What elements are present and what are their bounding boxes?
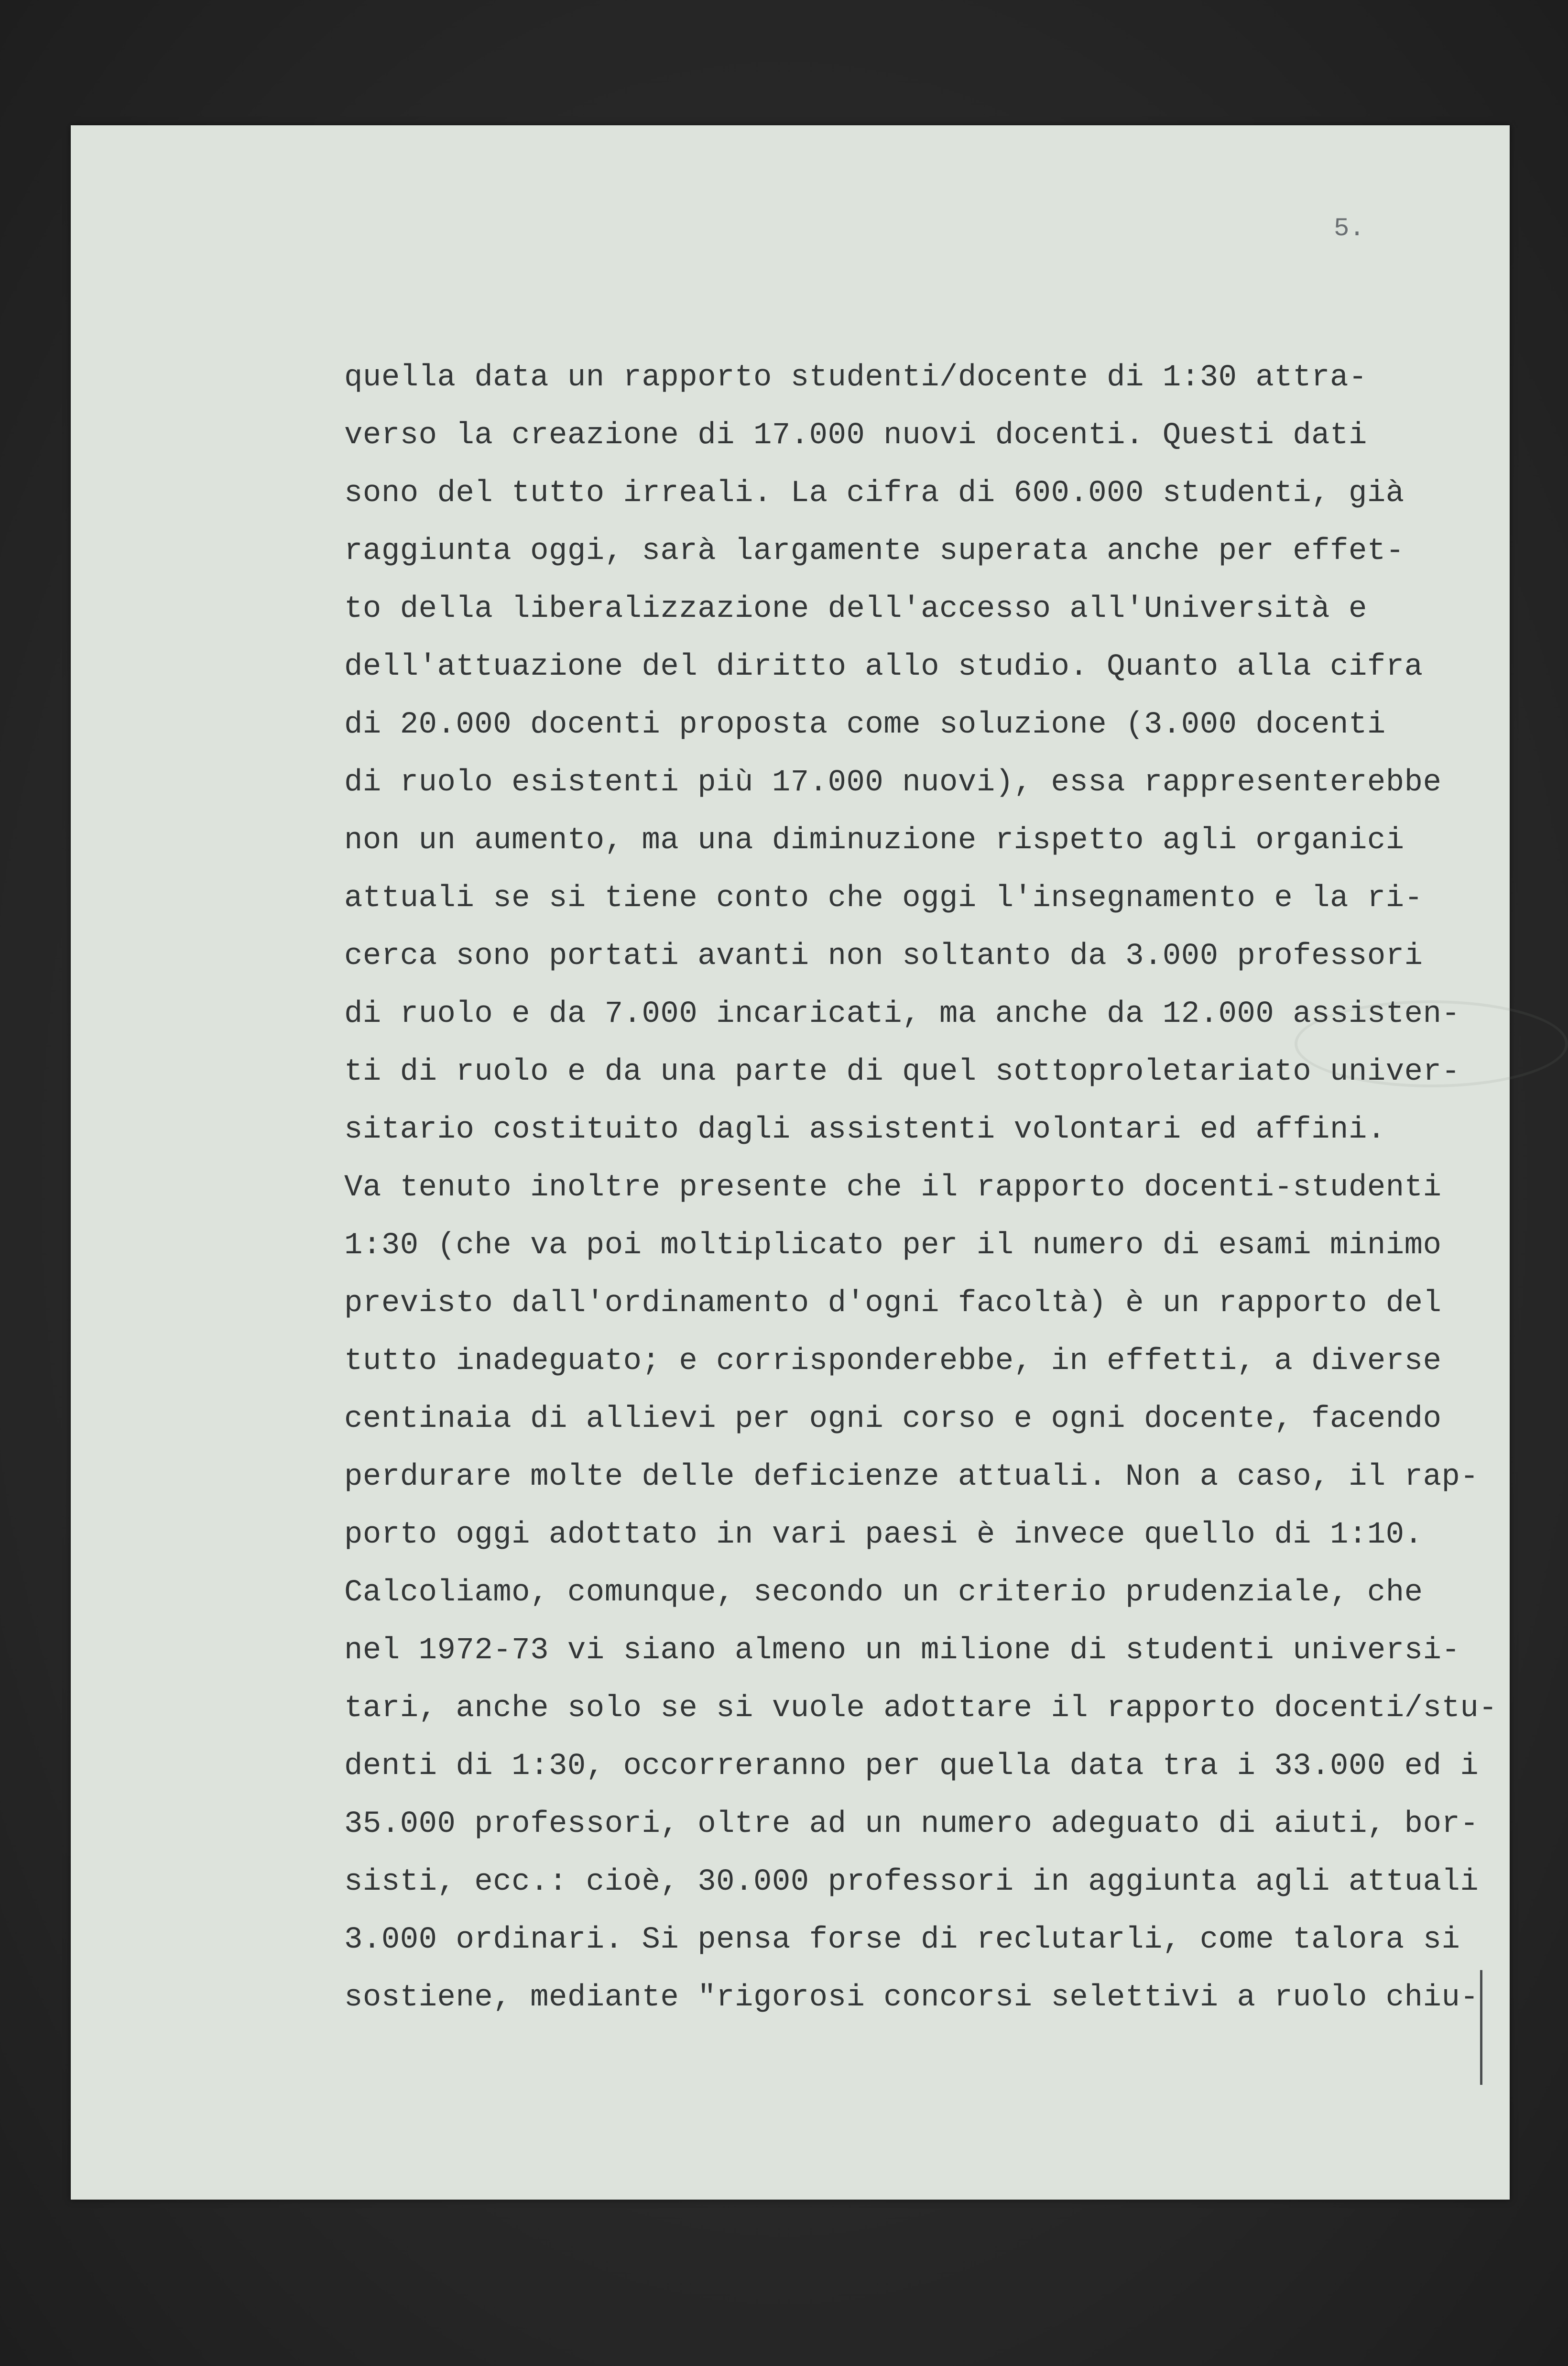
text-line: sisti, ecc.: cioè, 30.000 professori in aggiunta agli attuali [344, 1865, 1479, 1899]
text-line: tari, anche solo se si vuole adottare il rapporto docenti/stu- [344, 1691, 1498, 1726]
text-line: centinaia di allievi per ogni corso e ogni docente, facendo [344, 1402, 1442, 1436]
text-line: 3.000 ordinari. Si pensa forse di reclutarli, come talora si [344, 1923, 1460, 1957]
text-line: sostiene, mediante "rigorosi concorsi selettivi a ruolo chiu- [344, 1981, 1479, 2015]
text-line: attuali se si tiene conto che oggi l'insegnamento e la ri- [344, 881, 1423, 916]
text-line: sono del tutto irreali. La cifra di 600.000 studenti, già [344, 476, 1405, 511]
text-line: 35.000 professori, oltre ad un numero adeguato di aiuti, bor- [344, 1807, 1479, 1841]
text-line: porto oggi adottato in vari paesi è invece quello di 1:10. [344, 1518, 1423, 1552]
text-line: quella data un rapporto studenti/docente di 1:30 attra- [344, 361, 1367, 395]
text-line: dell'attuazione del diritto allo studio. Quanto alla cifra [344, 650, 1423, 684]
text-line: ti di ruolo e da una parte di quel sottoproletariato univer- [344, 1055, 1460, 1089]
margin-line-mark [1480, 1970, 1482, 2085]
text-line: raggiunta oggi, sarà largamente superata anche per effet- [344, 534, 1405, 569]
text-line: cerca sono portati avanti non soltanto da 3.000 professori [344, 939, 1423, 974]
text-line: non un aumento, ma una diminuzione rispetto agli organici [344, 823, 1405, 858]
text-line: Va tenuto inoltre presente che il rapporto docenti-studenti [344, 1171, 1442, 1205]
text-line: tutto inadeguato; e corrisponderebbe, in effetti, a diverse [344, 1344, 1442, 1379]
text-line: verso la creazione di 17.000 nuovi docenti. Questi dati [344, 418, 1367, 453]
text-line: denti di 1:30, occorreranno per quella data tra i 33.000 ed i [344, 1749, 1479, 1784]
text-line: nel 1972-73 vi siano almeno un milione di studenti universi- [344, 1633, 1460, 1668]
text-line: previsto dall'ordinamento d'ogni facoltà) è un rapporto del [344, 1286, 1442, 1321]
text-line: sitario costituito dagli assistenti volontari ed affini. [344, 1113, 1386, 1147]
text-line: 1:30 (che va poi moltiplicato per il numero di esami minimo [344, 1228, 1442, 1263]
typewritten-body [344, 349, 1498, 2027]
text-line: to della liberalizzazione dell'accesso all'Università e [344, 592, 1367, 626]
text-line: di ruolo esistenti più 17.000 nuovi), essa rappresenterebbe [344, 766, 1442, 800]
page-number: 5. [1334, 214, 1365, 243]
text-line: Calcoliamo, comunque, secondo un criterio prudenziale, che [344, 1576, 1423, 1610]
text-line: perdurare molte delle deficienze attuali. Non a caso, il rap- [344, 1460, 1479, 1494]
text-line: di 20.000 docenti proposta come soluzione (3.000 docenti [344, 708, 1386, 742]
text-line: di ruolo e da 7.000 incaricati, ma anche da 12.000 assisten- [344, 997, 1460, 1031]
